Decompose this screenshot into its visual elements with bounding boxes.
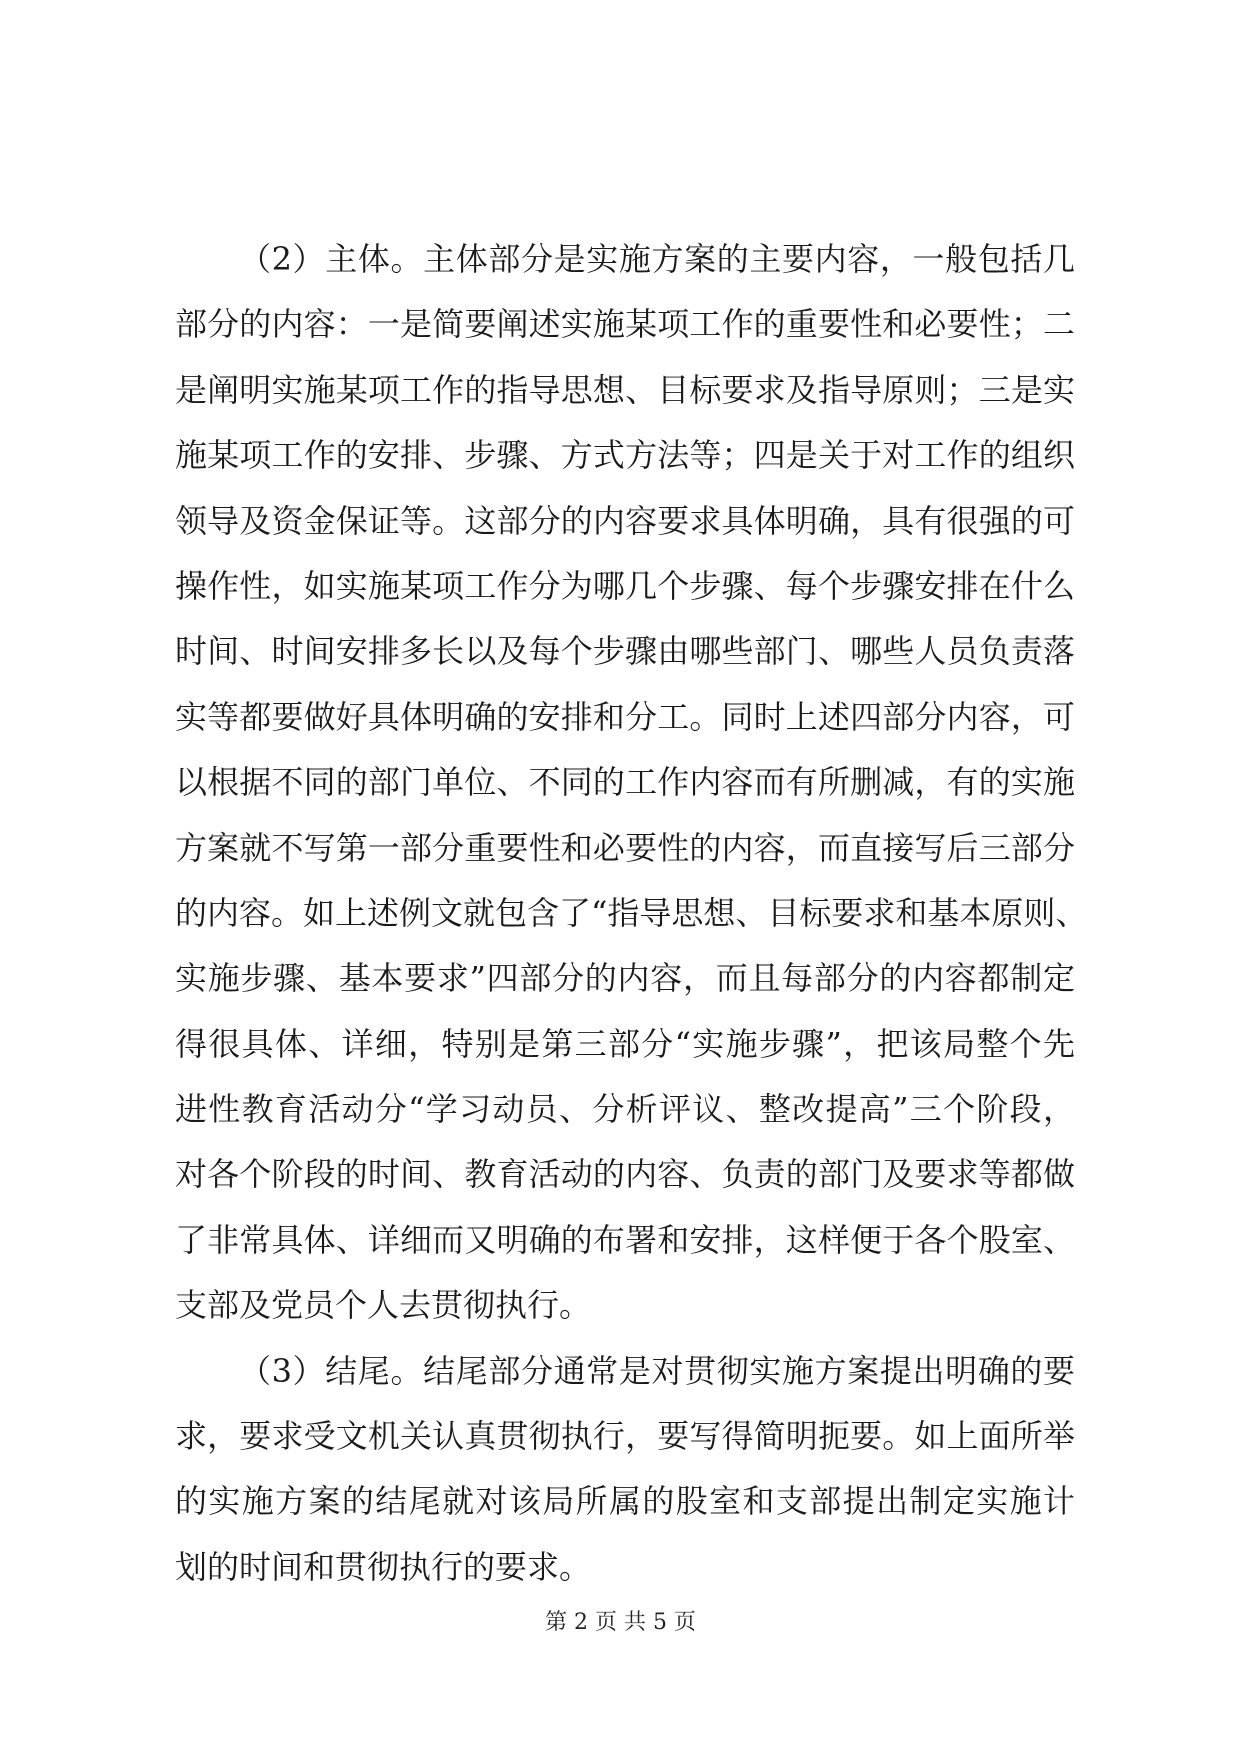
paragraph-line: 对各个阶段的时间、教育活动的内容、负责的部门及要求等都做 xyxy=(175,1155,1075,1194)
paragraph-line: 的实施方案的结尾就对该局所属的股室和支部提出制定实施计 xyxy=(175,1482,1075,1521)
paragraph-line: 方案就不写第一部分重要性和必要性的内容，而直接写后三部分 xyxy=(175,828,1075,867)
paragraph-line: 是阐明实施某项工作的指导思想、目标要求及指导原则；三是实 xyxy=(175,370,1075,409)
paragraph-line: （2）主体。主体部分是实施方案的主要内容，一般包括几 xyxy=(239,240,1075,278)
paragraph-line: 操作性，如实施某项工作分为哪几个步骤、每个步骤安排在什么 xyxy=(175,566,1075,605)
document-body xyxy=(175,227,1088,1600)
paragraph-line: 支部及党员个人去贯彻执行。 xyxy=(175,1286,592,1325)
paragraph-line: 的内容。如上述例文就包含了“指导思想、目标要求和基本原则、 xyxy=(175,893,1088,932)
paragraph-line: 部分的内容：一是简要阐述实施某项工作的重要性和必要性；二 xyxy=(175,305,1075,344)
page-number-footer: 第 2 页 共 5 页 xyxy=(545,1610,696,1635)
paragraph-line: 进性教育活动分“学习动员、分析评议、整改提高”三个阶段， xyxy=(175,1090,1075,1129)
paragraph-line: 实等都要做好具体明确的安排和分工。同时上述四部分内容，可 xyxy=(175,697,1075,736)
paragraph-line: 领导及资金保证等。这部分的内容要求具体明确，具有很强的可 xyxy=(175,501,1075,540)
paragraph-line: 求，要求受文机关认真贯彻执行，要写得简明扼要。如上面所举 xyxy=(175,1417,1075,1456)
paragraph-line: 了非常具体、详细而又明确的布署和安排，这样便于各个股室、 xyxy=(175,1220,1075,1259)
paragraph-line: 得很具体、详细，特别是第三部分“实施步骤”，把该局整个先 xyxy=(175,1024,1075,1063)
paragraph-line: 以根据不同的部门单位、不同的工作内容而有所删减，有的实施 xyxy=(175,763,1075,802)
paragraph-line: 实施步骤、基本要求”四部分的内容，而且每部分的内容都制定 xyxy=(175,959,1075,998)
paragraph-line: 施某项工作的安排、步骤、方式方法等；四是关于对工作的组织 xyxy=(175,436,1075,475)
paragraph-line: 时间、时间安排多长以及每个步骤由哪些部门、哪些人员负责落 xyxy=(175,632,1075,671)
paragraph-line: （3）结尾。结尾部分通常是对贯彻实施方案提出明确的要 xyxy=(239,1351,1075,1390)
paragraph-line: 划的时间和贯彻执行的要求。 xyxy=(175,1547,592,1586)
